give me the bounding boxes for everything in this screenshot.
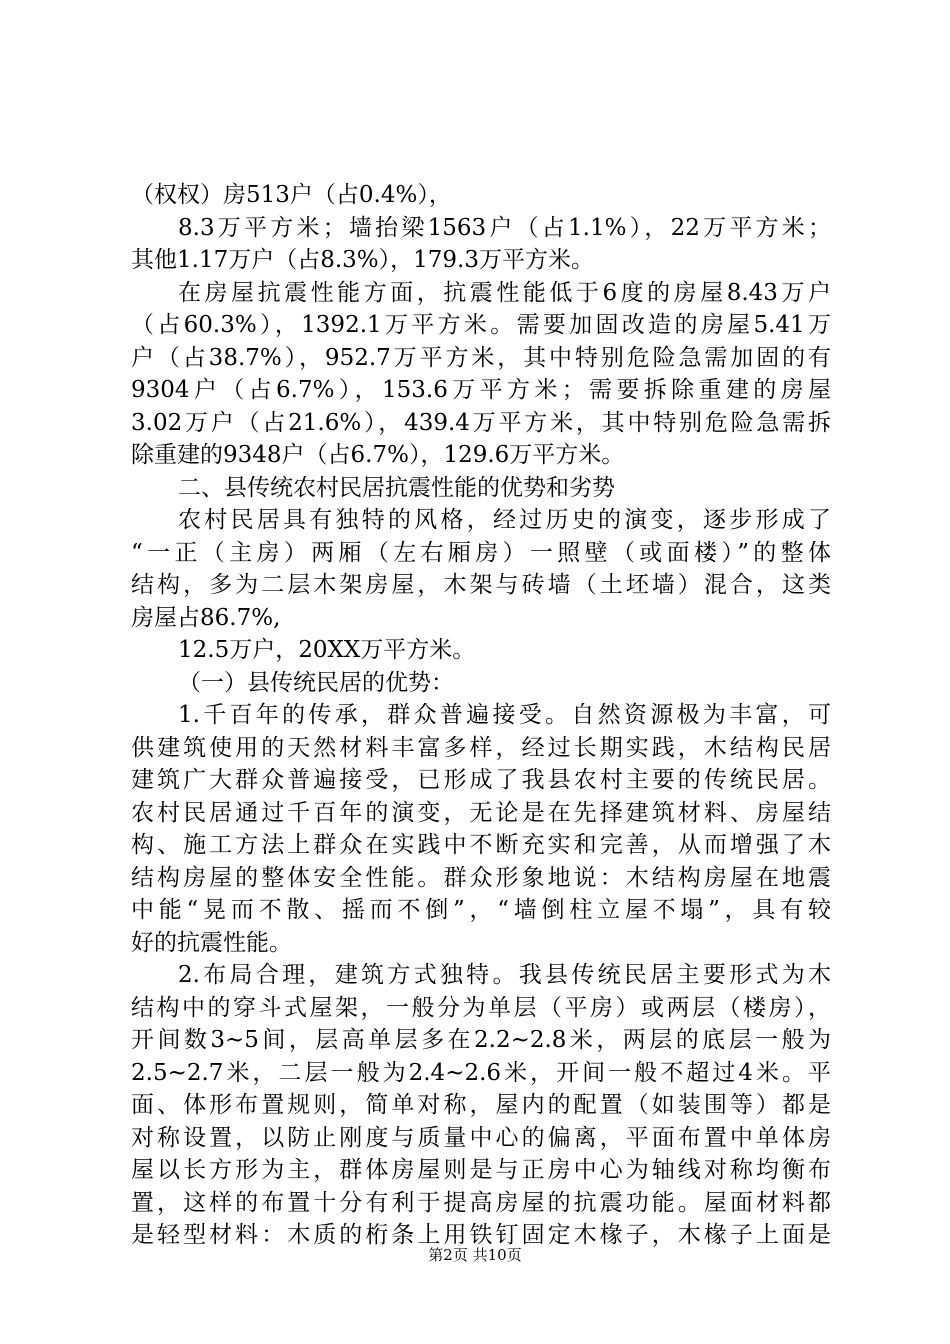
text-line: 是轻型材料：木质的桁条上用铁钉固定木椽子，木椽子上面是 [131,1222,831,1248]
text-line: 除重建的9348户（占6.7%），129.6万平方米。 [131,442,625,468]
text-line: 中能“晃而不散、摇而不倒”，“墙倒柱立屋不塌”，具有较 [131,897,831,923]
text-line: 8.3万平方米；墙抬梁1563户（占1.1%），22万平方米； [178,214,831,241]
text-line: “一正（主房）两厢（左右厢房）一照壁（或面楼）”的整体 [131,539,831,566]
text-line: 结构，多为二层木架房屋，木架与砖墙（土坯墙）混合，这类 [131,572,831,598]
text-line: （占60.3%），1392.1万平方米。需要加固改造的房屋5.41万 [131,312,831,338]
text-line: （权权）房513户（占0.4%）， [131,182,452,208]
text-line: （一）县传统民居的优势： [178,669,454,696]
text-line: 构、施工方法上群众在实践中不断充实和完善，从而增强了木 [131,832,831,858]
text-line: 1.千百年的传承，群众普遍接受。自然资源极为丰富，可 [178,702,831,728]
text-line: 结构中的穿斗式屋架，一般分为单层（平房）或两层（楼房）， [131,994,831,1021]
text-line: 结构房屋的整体安全性能。群众形象地说：木结构房屋在地震 [131,864,831,891]
text-line: 9304户（占6.7%），153.6万平方米；需要拆除重建的房屋 [131,377,831,403]
text-line: 3.02万户（占21.6%），439.4万平方米，其中特别危险急需拆 [131,409,831,436]
text-line: 农村民居具有独特的风格，经过历史的演变，逐步形成了 [178,507,831,533]
text-line: 二、县传统农村民居抗震性能的优势和劣势 [178,474,615,501]
document-body [131,179,831,1252]
text-line: 房屋占86.7%, [131,604,281,631]
text-line: 供建筑使用的天然材料丰富多样，经过长期实践，木结构民居 [131,734,831,761]
text-line: 面、体形布置规则，简单对称，屋内的配置（如装围等）都是 [131,1092,831,1118]
text-line: 户（占38.7%），952.7万平方米，其中特别危险急需加固的有 [131,344,831,371]
page-footer: 第2页 共10页 [428,1246,522,1264]
text-line: 2.5~2.7米，二层一般为2.4~2.6米，开间一般不超过4米。平 [131,1059,831,1086]
text-line: 开间数3~5间，层高单层多在2.2~2.8米，两层的底层一般为 [131,1027,831,1053]
text-line: 12.5万户，20XX万平方米。 [178,637,476,663]
text-line: 置，这样的布置十分有利于提高房屋的抗震功能。屋面材料都 [131,1189,831,1216]
text-line: 对称设置，以防止刚度与质量中心的偏离，平面布置中单体房 [131,1124,831,1151]
text-line: 在房屋抗震性能方面，抗震性能低于6度的房屋8.43万户 [178,279,831,306]
text-line: 其他1.17万户（占8.3%），179.3万平方米。 [131,247,594,273]
text-line: 建筑广大群众普遍接受，已形成了我县农村主要的传统民居。 [131,767,831,793]
text-line: 好的抗震性能。 [131,929,292,956]
text-line: 2.布局合理，建筑方式独特。我县传统民居主要形式为木 [178,962,831,988]
text-line: 农村民居通过千百年的演变，无论是在先择建筑材料、房屋结 [131,799,831,826]
text-line: 屋以长方形为主，群体房屋则是与正房中心为轴线对称均衡布 [131,1157,831,1183]
